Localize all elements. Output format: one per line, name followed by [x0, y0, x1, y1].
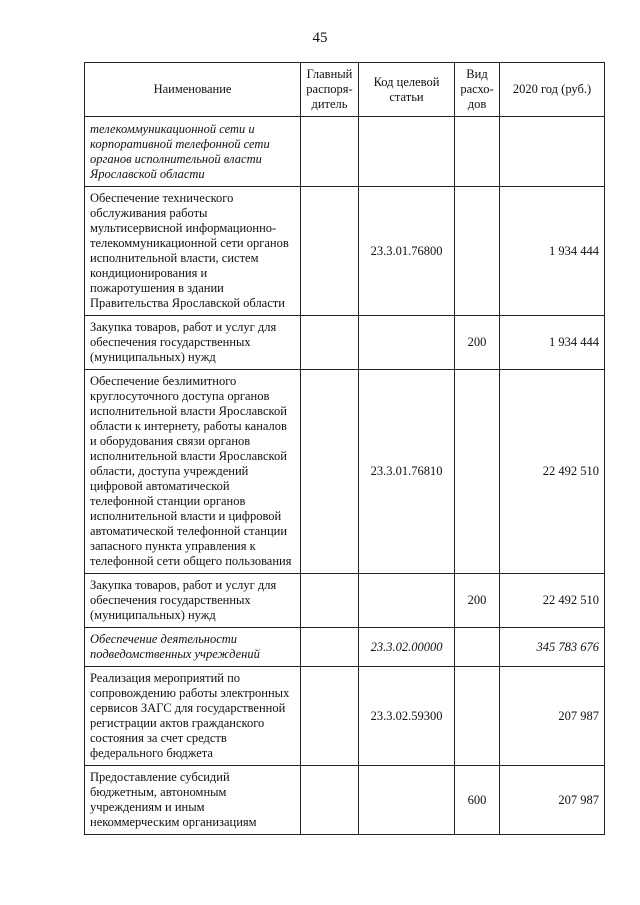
row-name: Реализация мероприятий по сопровождению работы электронных сервисов ЗАГС для государственной регистрации актов гражданского состояния за счет средств федерального бюджета: [85, 667, 301, 766]
header-vid: Вид расхо-дов: [455, 63, 500, 117]
table-header-row: [85, 63, 605, 117]
row-amount: 207 987: [500, 667, 605, 766]
row-name: Закупка товаров, работ и услуг для обеспечения государственных (муниципальных) нужд: [85, 574, 301, 628]
row-name: телекоммуникационной сети и корпоративной телефонной сети органов исполнительной власти Ярославской области: [85, 117, 301, 187]
row-vid: [455, 628, 500, 667]
table-row: [85, 766, 605, 835]
row-manager: [301, 316, 359, 370]
row-manager: [301, 370, 359, 574]
row-code: [359, 766, 455, 835]
header-amount: 2020 год (руб.): [500, 63, 605, 117]
table-row: [85, 667, 605, 766]
row-manager: [301, 117, 359, 187]
table-row: [85, 187, 605, 316]
row-code: [359, 316, 455, 370]
row-manager: [301, 574, 359, 628]
row-manager: [301, 667, 359, 766]
row-name: Обеспечение технического обслуживания работы мультисервисной информационно-телекоммуникационной сети органов исполнительной власти, систем кондиционирования и пожаротушения в здании Правительства Ярославской области: [85, 187, 301, 316]
row-vid: 200: [455, 316, 500, 370]
row-vid: [455, 187, 500, 316]
row-amount: 22 492 510: [500, 370, 605, 574]
row-vid: [455, 667, 500, 766]
budget-table: [84, 62, 605, 835]
row-manager: [301, 766, 359, 835]
row-code: [359, 117, 455, 187]
row-code: [359, 574, 455, 628]
header-code: Код целевой статьи: [359, 63, 455, 117]
table-body: [85, 117, 605, 835]
page-number: 45: [312, 30, 328, 46]
table-row: [85, 628, 605, 667]
row-amount: 345 783 676: [500, 628, 605, 667]
row-amount: 1 934 444: [500, 316, 605, 370]
row-name: Предоставление субсидий бюджетным, автономным учреждениям и иным некоммерческим организациям: [85, 766, 301, 835]
header-name: Наименование: [85, 63, 301, 117]
header-manager: Главный распоря-дитель: [301, 63, 359, 117]
row-manager: [301, 187, 359, 316]
row-vid: 200: [455, 574, 500, 628]
row-code: 23.3.02.59300: [359, 667, 455, 766]
row-vid: 600: [455, 766, 500, 835]
table-row: [85, 370, 605, 574]
row-amount: 207 987: [500, 766, 605, 835]
row-name: Обеспечение безлимитного круглосуточного доступа органов исполнительной власти Ярославской области к интернету, работы каналов и оборудования связи органов исполнительной власти Ярославской области, доступа учреждений цифровой автоматической телефонной станции органов исполнительной власти и цифровой автоматической телефонной станции запасного пункта управления к телефонной сети общего пользования: [85, 370, 301, 574]
row-manager: [301, 628, 359, 667]
table-row: [85, 316, 605, 370]
row-amount: 1 934 444: [500, 187, 605, 316]
table-row: [85, 117, 605, 187]
row-name: Обеспечение деятельности подведомственных учреждений: [85, 628, 301, 667]
row-name: Закупка товаров, работ и услуг для обеспечения государственных (муниципальных) нужд: [85, 316, 301, 370]
row-code: 23.3.02.00000: [359, 628, 455, 667]
row-amount: 22 492 510: [500, 574, 605, 628]
row-vid: [455, 117, 500, 187]
row-amount: [500, 117, 605, 187]
row-vid: [455, 370, 500, 574]
row-code: 23.3.01.76800: [359, 187, 455, 316]
row-code: 23.3.01.76810: [359, 370, 455, 574]
table-row: [85, 574, 605, 628]
